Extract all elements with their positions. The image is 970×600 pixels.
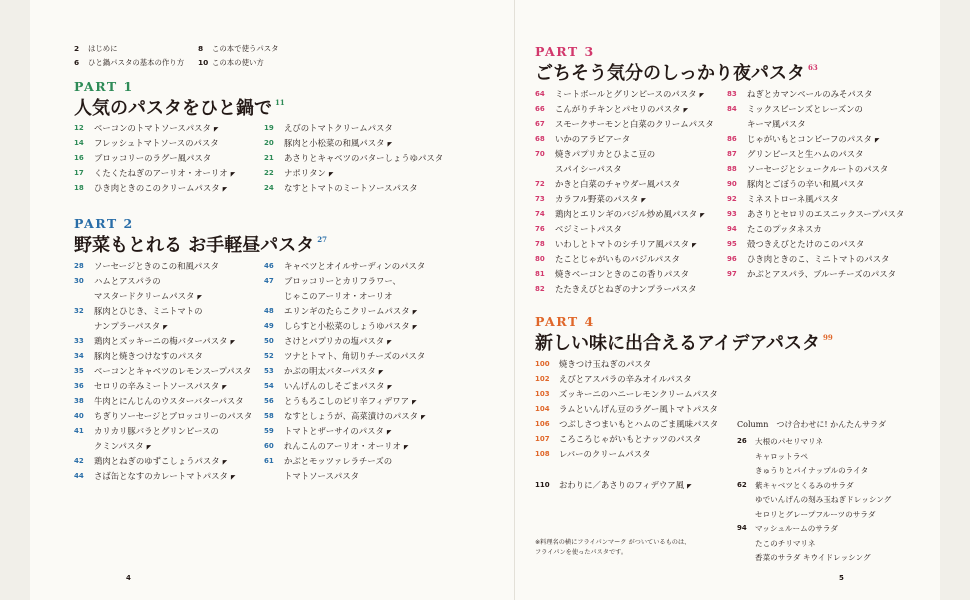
frying-pan-icon	[329, 166, 334, 182]
toc-entry-title: ナポリタン	[284, 168, 326, 178]
toc-page-number: 68	[535, 135, 545, 143]
frying-pan-icon	[223, 454, 228, 470]
toc-entry-title: レバーのクリームパスタ	[559, 449, 651, 459]
toc-page-number: 24	[264, 184, 274, 192]
column-entry-title: きゅうりとパイナップルのライタ	[755, 466, 869, 475]
toc-page-number: 86	[727, 135, 737, 143]
toc-entry-title: ハムとアスパラの	[94, 276, 161, 286]
toc-page-number: 94	[727, 225, 737, 233]
column-entry-title: 香菜のサラダ キウイドレッシング	[755, 553, 871, 562]
toc-page-number: 88	[727, 165, 737, 173]
toc-page-number: 64	[535, 90, 545, 98]
toc-entry	[535, 282, 697, 297]
toc-page-number: 108	[535, 450, 550, 458]
toc-entry-title: 鶏肉とエリンギのバジル炒め風パスタ	[555, 209, 698, 219]
toc-entry-title: たたきえびとねぎのナンプラーパスタ	[555, 284, 697, 294]
toc-entry	[535, 132, 630, 147]
toc-entry	[74, 364, 251, 379]
toc-entry-title: カラフル野菜のパスタ	[555, 194, 639, 204]
column-entry	[737, 550, 871, 565]
frying-pan-icon	[692, 237, 697, 253]
column-page-number: 62	[737, 480, 747, 489]
frying-pan-icon	[388, 136, 393, 152]
intro-item: 8 この本で使うパスタ	[198, 44, 279, 53]
toc-page-number: 48	[264, 307, 274, 315]
toc-page-number: 56	[264, 397, 274, 405]
toc-entry	[74, 289, 202, 304]
toc-entry-title: とうもろこしのピリ辛フィデワア	[284, 396, 409, 406]
frying-pan-icon	[387, 424, 392, 440]
toc-page-number: 76	[535, 225, 545, 233]
toc-entry-title: 牛肉とにんじんのウスターバターパスタ	[94, 396, 244, 406]
toc-page-number: 102	[535, 375, 550, 383]
toc-entry	[74, 424, 219, 439]
toc-entry	[535, 237, 697, 252]
toc-entry	[264, 334, 392, 349]
part4-label: PART 4	[535, 314, 595, 329]
toc-entry	[264, 259, 425, 274]
frying-pan-icon	[875, 132, 880, 148]
toc-entry	[264, 469, 359, 484]
column-title: Column つけ合わせに! かんたんサラダ	[737, 420, 887, 429]
part2-page: 27	[317, 235, 328, 244]
toc-entry-title: くたくたねぎのアーリオ・オーリオ	[94, 168, 228, 178]
toc-page-number: 81	[535, 270, 545, 278]
book-spread	[30, 0, 940, 600]
toc-page-number: 50	[264, 337, 274, 345]
toc-page-number: 80	[535, 255, 545, 263]
toc-entry-title: ベジミートパスタ	[555, 224, 622, 234]
toc-entry-title: セロリの辛みミートソースパスタ	[94, 381, 220, 391]
toc-entry	[535, 402, 718, 417]
toc-entry-title: さば缶となすのカレートマトパスタ	[94, 471, 228, 481]
toc-page-number: 40	[74, 412, 84, 420]
toc-entry-title: かきと白菜のチャウダー風パスタ	[555, 179, 681, 189]
toc-entry-title: じゃがいもとコンビーフのパスタ	[747, 134, 872, 144]
toc-page-number: 35	[74, 367, 84, 375]
toc-page-number: 18	[74, 184, 84, 192]
toc-entry	[535, 177, 680, 192]
toc-page-number: 12	[74, 124, 84, 132]
toc-entry-title: ツナとトマト、角切りチーズのパスタ	[284, 351, 426, 361]
toc-entry	[535, 192, 646, 207]
toc-page-number: 22	[264, 169, 274, 177]
toc-entry	[727, 222, 822, 237]
toc-page-number: 47	[264, 277, 274, 285]
toc-page-number: 30	[74, 277, 84, 285]
toc-page-number: 95	[727, 240, 737, 248]
toc-page-number: 44	[74, 472, 84, 480]
column-entry-title: ゆでいんげんの刻み玉ねぎドレッシング	[755, 495, 892, 504]
toc-page-number: 19	[264, 124, 274, 132]
toc-entry-title: ころころじゃがいもとナッツのパスタ	[559, 434, 702, 444]
toc-entry	[535, 222, 622, 237]
frying-pan-icon	[231, 469, 236, 485]
toc-entry	[264, 409, 426, 424]
part1-title: 人気のパスタをひと鍋で $^{11}$	[74, 98, 285, 119]
toc-entry	[264, 304, 417, 319]
toc-page-number: 104	[535, 405, 550, 413]
toc-entry	[264, 151, 443, 166]
frying-pan-icon	[388, 379, 393, 395]
toc-entry-title: ソーセージときのこの和風パスタ	[94, 261, 219, 271]
toc-page-number: 34	[74, 352, 84, 360]
column-page-number: 26	[737, 437, 747, 445]
toc-page-number: 92	[727, 195, 737, 203]
toc-entry	[264, 454, 392, 469]
toc-entry	[727, 87, 872, 102]
toc-page-number: 61	[264, 457, 274, 465]
part2-label: PART 2	[74, 216, 134, 231]
column-entry	[737, 463, 868, 478]
part1-page: 11	[275, 98, 285, 107]
toc-page-number: 70	[535, 150, 545, 158]
toc-entry	[264, 364, 383, 379]
toc-page-number: 72	[535, 180, 545, 188]
toc-entry	[264, 166, 334, 181]
toc-entry-title: ベーコンのトマトソースパスタ	[94, 123, 211, 133]
frying-pan-icon	[222, 379, 227, 395]
column-entry	[737, 449, 808, 464]
toc-page-number: 106	[535, 420, 550, 428]
part4-title: 新しい味に出合えるアイデアパスタ $^{99}$	[535, 333, 833, 354]
toc-entry-title: たことじゃがいものバジルパスタ	[555, 254, 680, 264]
toc-entry-title: ちぎりソーセージとブロッコリーのパスタ	[94, 411, 253, 421]
toc-entry-title: しらすと小松菜のしょうゆパスタ	[284, 321, 410, 331]
gutter-divider	[514, 0, 515, 600]
toc-page-number: 14	[74, 139, 84, 147]
toc-page-number: 53	[264, 367, 274, 375]
frying-pan-icon	[412, 394, 417, 410]
toc-entry-title: トマトとザーサイのパスタ	[284, 426, 384, 436]
toc-entry-title: ラムといんげん豆のラグー風トマトパスタ	[559, 404, 718, 414]
frying-pan-icon	[379, 364, 384, 380]
toc-entry	[535, 417, 718, 432]
toc-entry-title: ひき肉ときのこ、ミニトマトのパスタ	[747, 254, 890, 264]
frying-pan-icon	[404, 439, 409, 455]
toc-entry	[535, 252, 680, 267]
toc-entry-title: 鶏肉とねぎのゆずこしょうパスタ	[94, 456, 220, 466]
frying-pan-icon	[641, 192, 646, 208]
toc-entry	[535, 357, 651, 372]
toc-entry	[535, 147, 655, 162]
toc-entry	[264, 136, 392, 151]
toc-page-number: 59	[264, 427, 274, 435]
toc-entry-title: 殻つきえびとたけのこのパスタ	[747, 239, 865, 249]
toc-entry-title: なすとしょうが、高菜漬けのパスタ	[284, 411, 418, 421]
toc-entry	[264, 349, 425, 364]
toc-entry-title: かぶの明太バターパスタ	[284, 366, 376, 376]
toc-entry-title: 豚肉とひじき、ミニトマトの	[94, 306, 203, 316]
toc-page-number: 83	[727, 90, 737, 98]
toc-entry	[74, 121, 218, 136]
column-page-number: 94	[737, 524, 747, 532]
toc-entry	[74, 349, 203, 364]
frying-pan-icon	[684, 102, 689, 118]
toc-entry	[727, 237, 864, 252]
toc-page-number: 60	[264, 442, 274, 450]
toc-page-number: 74	[535, 210, 545, 218]
toc-entry	[264, 121, 393, 136]
toc-entry	[727, 192, 839, 207]
toc-entry-title: かぶとアスパラ、ブルーチーズのパスタ	[747, 269, 896, 279]
toc-entry-title: あさりとセロリのエスニックスープパスタ	[747, 209, 905, 219]
toc-page-number: 46	[264, 262, 274, 270]
toc-page-number: 103	[535, 390, 550, 398]
toc-entry	[74, 259, 219, 274]
toc-entry-title: キャベツとオイルサーディンのパスタ	[284, 261, 426, 271]
column-entry-title: マッシュルームのサラダ	[755, 524, 838, 533]
column-entry	[737, 521, 838, 536]
toc-entry-title: 焼きベーコンときのこの香りパスタ	[555, 269, 689, 279]
column-entry-title: 紫キャベツとくるみのサラダ	[755, 480, 854, 490]
toc-entry-title: ブロッコリーとカリフラワー、	[284, 276, 401, 286]
frying-pan-icon	[421, 409, 426, 425]
toc-entry	[74, 454, 227, 469]
toc-page-number: 54	[264, 382, 274, 390]
part2-title: 野菜もとれる お手軽昼パスタ $^{27}$	[74, 235, 328, 256]
toc-entry	[535, 447, 651, 462]
toc-entry	[74, 409, 252, 424]
column-entry	[737, 536, 815, 551]
toc-entry-title: ズッキーニのハニーレモンクリームパスタ	[559, 389, 718, 399]
toc-entry-title: れんこんのアーリオ・オーリオ	[284, 441, 401, 451]
toc-entry	[74, 274, 161, 289]
toc-entry-title: ひき肉ときのこのクリームパスタ	[94, 183, 220, 193]
frying-pan-icon	[197, 289, 202, 305]
toc-entry-title: スパイシーパスタ	[555, 164, 622, 174]
toc-entry-title: こんがりチキンとパセリのパスタ	[555, 104, 681, 114]
toc-entry-title: なすとトマトのミートソースパスタ	[284, 183, 418, 193]
toc-page-number: 41	[74, 427, 84, 435]
toc-entry-title: 焼きパプリカとひよこ豆の	[555, 149, 656, 159]
frying-pan-icon	[214, 121, 219, 137]
toc-page-number: 36	[74, 382, 84, 390]
toc-entry-title: ミートボールとグリンピースのパスタ	[555, 89, 697, 99]
toc-page-number: 90	[727, 180, 737, 188]
toc-entry	[74, 469, 235, 484]
toc-entry-title: たこのプッタネスカ	[747, 224, 822, 234]
toc-entry	[264, 379, 392, 394]
column-entry-title: たこのチリマリネ	[755, 538, 816, 548]
toc-entry-title: カリカリ豚バラとグリンピースの	[94, 426, 219, 436]
toc-page-number: 87	[727, 150, 737, 158]
toc-entry	[535, 162, 622, 177]
toc-entry	[535, 267, 689, 282]
column-entry-title: セロリとグレープフルーツのサラダ	[755, 509, 876, 519]
toc-entry-title: 焼きつけ玉ねぎのパスタ	[559, 359, 652, 369]
toc-entry	[74, 136, 219, 151]
column-entry	[737, 478, 854, 493]
toc-entry-title: いわしとトマトのシチリア風パスタ	[555, 239, 689, 249]
toc-entry	[727, 177, 864, 192]
toc-entry-title: エリンギのたらこクリームパスタ	[284, 306, 410, 316]
frying-pan-icon	[231, 166, 236, 182]
toc-entry-title: クミンパスタ	[94, 441, 144, 451]
toc-entry-title: あさりとキャベツのバターしょうゆパスタ	[284, 153, 444, 163]
toc-entry-title: ソーセージとシュークルートのパスタ	[747, 164, 889, 174]
toc-entry-title: 豚肉と小松菜の和風パスタ	[284, 138, 385, 148]
toc-entry	[74, 394, 244, 409]
intro-item: 2 はじめに	[74, 44, 118, 53]
column-entry	[737, 434, 823, 449]
toc-page-number: 28	[74, 262, 84, 270]
frying-pan-icon	[387, 334, 392, 350]
toc-entry	[727, 102, 863, 117]
toc-entry	[535, 372, 692, 387]
toc-entry	[264, 394, 417, 409]
toc-entry	[74, 334, 235, 349]
toc-entry-title: えびのトマトクリームパスタ	[284, 123, 393, 133]
toc-page-number: 82	[535, 285, 545, 293]
toc-entry	[264, 319, 417, 334]
frying-pan-icon	[687, 478, 692, 494]
toc-page-number: 21	[264, 154, 274, 162]
toc-page-number: 17	[74, 169, 84, 177]
frying-pan-icon	[413, 304, 418, 320]
toc-entry	[727, 117, 806, 132]
toc-entry-title: いんげんのしそごまパスタ	[284, 381, 385, 391]
frying-pan-icon	[223, 181, 228, 197]
intro-item: 10 この本の使い方	[198, 58, 264, 67]
toc-entry-title: フレッシュトマトソースのパスタ	[94, 138, 219, 148]
toc-page-number: 32	[74, 307, 84, 315]
toc-entry	[727, 132, 880, 147]
toc-entry-title: ベーコンとキャベツのレモンスープパスタ	[94, 366, 252, 376]
closing-item: 110 おわりに／あさりのフィデウア風 ◤	[535, 478, 692, 493]
toc-page-number: 97	[727, 270, 737, 278]
toc-page-number: 67	[535, 120, 545, 128]
toc-page-number: 38	[74, 397, 84, 405]
toc-entry-title: ねぎとカマンベールのみそパスタ	[747, 89, 873, 99]
toc-entry	[74, 379, 227, 394]
toc-entry	[727, 162, 888, 177]
toc-entry	[264, 181, 418, 196]
toc-entry	[727, 267, 896, 282]
toc-entry-title: かぶとモッツァレラチーズの	[284, 456, 393, 466]
toc-entry-title: グリンピースと生ハムのパスタ	[747, 149, 864, 159]
toc-entry	[74, 319, 168, 334]
toc-page-number: 100	[535, 360, 550, 368]
toc-page-number: 33	[74, 337, 84, 345]
toc-entry	[727, 252, 889, 267]
toc-entry	[264, 424, 392, 439]
toc-entry	[727, 207, 904, 222]
toc-entry	[74, 439, 151, 454]
toc-entry	[535, 207, 705, 222]
part3-page: 63	[808, 63, 818, 72]
toc-entry-title: ブロッコリーのラグー風パスタ	[94, 153, 212, 163]
toc-page-number: 78	[535, 240, 545, 248]
toc-entry	[535, 87, 704, 102]
page-number-left: 4	[126, 574, 131, 582]
toc-entry-title: 豚肉とごぼうの辛い和風パスタ	[747, 179, 865, 189]
toc-page-number: 42	[74, 457, 84, 465]
pan-note: ※料理名の横にフライパンマーク がついているものは、 フライパンを使ったパスタです。	[535, 539, 691, 556]
toc-entry-title: 鶏肉とズッキーニの梅バターパスタ	[94, 336, 228, 346]
toc-page-number: 73	[535, 195, 545, 203]
toc-entry-title: つぶしさつまいもとハムのごま風味パスタ	[559, 419, 719, 429]
toc-entry-title: ナンプラーパスタ	[94, 321, 161, 331]
toc-page-number: 66	[535, 105, 545, 113]
toc-entry	[264, 274, 401, 289]
frying-pan-icon	[147, 439, 152, 455]
toc-entry-title: じゃこのアーリオ・オーリオ	[284, 291, 393, 301]
toc-entry	[264, 289, 392, 304]
column-entry	[737, 507, 875, 522]
toc-entry	[74, 151, 211, 166]
toc-page-number: 20	[264, 139, 274, 147]
part3-label: PART 3	[535, 44, 595, 59]
toc-entry	[727, 147, 864, 162]
column-entry	[737, 492, 891, 507]
toc-entry	[535, 432, 701, 447]
part1-label: PART 1	[74, 79, 134, 94]
part4-page: 99	[822, 333, 833, 342]
toc-entry-title: いかのアラビアータ	[555, 134, 631, 144]
toc-page-number: 96	[727, 255, 737, 263]
column-entry-title: キャロットラペ	[755, 451, 809, 461]
toc-page-number: 49	[264, 322, 274, 330]
column-entry-title: 大根のパセリマリネ	[755, 437, 824, 446]
intro-item: 6 ひと鍋パスタの基本の作り方	[74, 58, 185, 67]
toc-entry-title: ミネストローネ風パスタ	[747, 194, 839, 204]
toc-entry-title: 豚肉と焼きつけなすのパスタ	[94, 351, 203, 361]
toc-entry	[535, 387, 718, 402]
toc-entry	[535, 102, 688, 117]
toc-entry-title: キーマ風パスタ	[747, 119, 806, 129]
toc-page-number: 107	[535, 435, 550, 443]
toc-entry-title: スモークサーモンと白菜のクリームパスタ	[555, 119, 714, 129]
toc-page-number: 16	[74, 154, 84, 162]
toc-entry	[264, 439, 408, 454]
toc-entry-title: えびとアスパラの辛みオイルパスタ	[559, 374, 692, 384]
toc-entry	[74, 166, 235, 181]
toc-entry-title: ミックスビーンズとレーズンの	[747, 104, 863, 114]
toc-page-number: 58	[264, 412, 274, 420]
toc-entry	[535, 117, 714, 132]
toc-page-number: 84	[727, 105, 737, 113]
frying-pan-icon	[231, 334, 236, 350]
frying-pan-icon	[699, 87, 704, 103]
toc-page-number: 52	[264, 352, 274, 360]
toc-entry-title: マスタードクリームパスタ	[94, 291, 195, 301]
frying-pan-icon	[700, 207, 705, 223]
toc-entry	[74, 181, 227, 196]
frying-pan-icon	[163, 319, 168, 335]
toc-entry-title: トマトソースパスタ	[284, 471, 359, 481]
frying-pan-icon	[413, 319, 418, 335]
part3-title: ごちそう気分のしっかり夜パスタ $^{63}$	[535, 63, 818, 84]
toc-entry	[74, 304, 203, 319]
toc-page-number: 93	[727, 210, 737, 218]
toc-entry-title: さけとパプリカの塩パスタ	[284, 336, 385, 346]
page-number-right: 5	[839, 574, 844, 582]
